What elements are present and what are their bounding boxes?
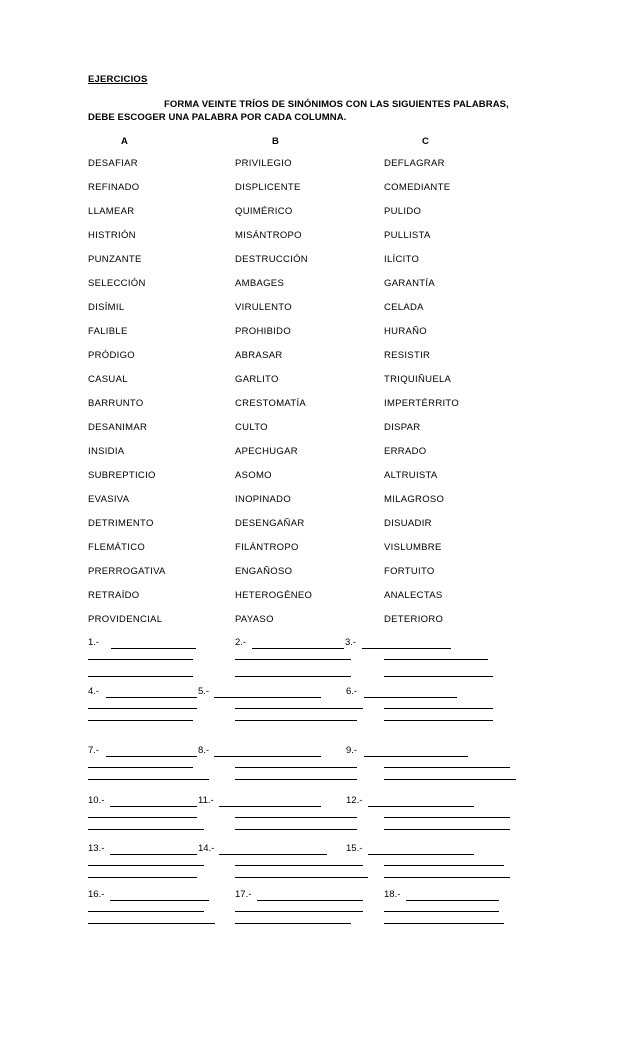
word-c-9: RESISTIR	[384, 350, 431, 361]
word-a-11: BARRUNTO	[88, 398, 144, 409]
answer-blank-8[interactable]	[214, 756, 321, 757]
word-b-18: ENGAÑOSO	[235, 566, 293, 577]
word-a-8: FALIBLE	[88, 326, 128, 337]
answer-line-29[interactable]	[235, 877, 368, 878]
answer-blank-18[interactable]	[406, 900, 499, 901]
word-a-7: DISÍMIL	[88, 302, 125, 313]
word-b-17: FILÁNTROPO	[235, 542, 299, 553]
answer-line-23[interactable]	[235, 829, 357, 830]
answer-blank-2[interactable]	[252, 648, 344, 649]
answer-blank-11[interactable]	[219, 806, 321, 807]
answer-line-4[interactable]	[88, 676, 193, 677]
word-a-17: FLEMÁTICO	[88, 542, 146, 553]
answer-line-2[interactable]	[235, 659, 351, 660]
answer-line-8[interactable]	[235, 708, 363, 709]
word-a-1: DESAFIAR	[88, 158, 138, 169]
answer-label-13: 13.-	[88, 843, 105, 854]
instruction-line-1: FORMA VEINTE TRÍOS DE SINÓNIMOS CON LAS SIGUIENTES PALABRAS,	[164, 99, 509, 110]
answer-line-32[interactable]	[235, 911, 363, 912]
word-c-16: DISUADIR	[384, 518, 432, 529]
answer-line-11[interactable]	[235, 720, 357, 721]
answer-label-10: 10.-	[88, 795, 105, 806]
word-a-20: PROVIDENCIAL	[88, 614, 163, 625]
answer-label-1: 1.-	[88, 637, 100, 648]
answer-label-7: 7.-	[88, 745, 100, 756]
answer-line-9[interactable]	[384, 708, 493, 709]
word-b-3: QUIMÉRICO	[235, 206, 293, 217]
word-b-19: HETEROGÉNEO	[235, 590, 313, 601]
instruction-line-2: DEBE ESCOGER UNA PALABRA POR CADA COLUMNA.	[88, 112, 347, 123]
word-b-12: CULTO	[235, 422, 268, 433]
word-c-19: ANALECTAS	[384, 590, 443, 601]
answer-line-16[interactable]	[88, 779, 209, 780]
word-c-5: ILÍCITO	[384, 254, 420, 265]
word-a-13: INSIDIA	[88, 446, 125, 457]
answer-line-31[interactable]	[88, 911, 204, 912]
answer-label-12: 12.-	[346, 795, 363, 806]
word-b-1: PRIVILEGIO	[235, 158, 292, 169]
answer-line-19[interactable]	[88, 817, 197, 818]
word-a-10: CASUAL	[88, 374, 128, 385]
column-header-b: B	[272, 136, 279, 147]
word-a-15: EVASIVA	[88, 494, 130, 505]
answer-line-5[interactable]	[235, 676, 351, 677]
answer-line-6[interactable]	[384, 676, 493, 677]
answer-blank-10[interactable]	[110, 806, 197, 807]
answer-label-9: 9.-	[346, 745, 358, 756]
answer-line-15[interactable]	[384, 767, 510, 768]
answer-label-2: 2.-	[235, 637, 247, 648]
word-b-14: ASOMO	[235, 470, 272, 481]
word-c-2: COMEDIANTE	[384, 182, 451, 193]
word-a-19: RETRAÍDO	[88, 590, 140, 601]
word-b-16: DESENGAÑAR	[235, 518, 305, 529]
answer-line-13[interactable]	[88, 767, 193, 768]
answer-label-11: 11.-	[198, 795, 214, 806]
answer-blank-13[interactable]	[110, 854, 197, 855]
answer-blank-7[interactable]	[106, 756, 197, 757]
answer-line-14[interactable]	[235, 767, 357, 768]
word-b-4: MISÁNTROPO	[235, 230, 302, 241]
answer-label-4: 4.-	[88, 686, 100, 697]
word-c-12: DISPAR	[384, 422, 421, 433]
word-a-5: PUNZANTE	[88, 254, 142, 265]
word-b-5: DESTRUCCIÓN	[235, 254, 308, 265]
answer-line-1[interactable]	[88, 659, 193, 660]
word-c-20: DETERIORO	[384, 614, 444, 625]
word-a-14: SUBREPTICIO	[88, 470, 156, 481]
answer-line-17[interactable]	[235, 779, 357, 780]
answer-blank-15[interactable]	[368, 854, 474, 855]
heading: EJERCICIOS	[88, 74, 148, 85]
answer-label-3: 3.-	[345, 637, 357, 648]
word-c-6: GARANTÍA	[384, 278, 435, 289]
answer-label-18: 18.-	[384, 889, 401, 900]
word-a-9: PRÓDIGO	[88, 350, 135, 361]
word-b-20: PAYASO	[235, 614, 274, 625]
word-b-9: ABRASAR	[235, 350, 283, 361]
word-c-17: VISLUMBRE	[384, 542, 442, 553]
answer-label-8: 8.-	[198, 745, 210, 756]
word-b-2: DISPLICENTE	[235, 182, 301, 193]
word-b-13: APECHUGAR	[235, 446, 298, 457]
word-a-4: HISTRIÓN	[88, 230, 136, 241]
word-c-18: FORTUITO	[384, 566, 435, 577]
word-c-3: PULIDO	[384, 206, 422, 217]
answer-line-25[interactable]	[88, 865, 204, 866]
word-a-3: LLAMEAR	[88, 206, 135, 217]
answer-line-28[interactable]	[88, 877, 197, 878]
word-b-15: INOPINADO	[235, 494, 292, 505]
word-a-12: DESANIMAR	[88, 422, 148, 433]
answer-line-36[interactable]	[384, 923, 504, 924]
answer-line-20[interactable]	[235, 817, 357, 818]
word-c-1: DEFLAGRAR	[384, 158, 445, 169]
word-c-13: ERRADO	[384, 446, 427, 457]
answer-label-14: 14.-	[198, 843, 215, 854]
answer-line-21[interactable]	[384, 817, 510, 818]
word-c-7: CELADA	[384, 302, 424, 313]
word-a-16: DETRIMENTO	[88, 518, 154, 529]
answer-blank-5[interactable]	[214, 697, 321, 698]
word-c-11: IMPERTÉRRITO	[384, 398, 460, 409]
answer-line-22[interactable]	[88, 829, 204, 830]
answer-line-35[interactable]	[235, 923, 351, 924]
answer-label-16: 16.-	[88, 889, 105, 900]
answer-label-5: 5.-	[198, 686, 210, 697]
answer-line-3[interactable]	[384, 659, 488, 660]
answer-line-27[interactable]	[384, 865, 504, 866]
answer-blank-6[interactable]	[364, 697, 457, 698]
answer-line-10[interactable]	[88, 720, 193, 721]
answer-label-17: 17.-	[235, 889, 252, 900]
column-header-c: C	[422, 136, 429, 147]
answer-blank-4[interactable]	[106, 697, 197, 698]
word-b-7: VIRULENTO	[235, 302, 292, 313]
word-c-4: PULLISTA	[384, 230, 431, 241]
answer-blank-1[interactable]	[111, 648, 196, 649]
word-c-8: HURAÑO	[384, 326, 427, 337]
answer-line-7[interactable]	[88, 708, 197, 709]
word-a-18: PRERROGATIVA	[88, 566, 166, 577]
answer-blank-9[interactable]	[364, 756, 468, 757]
answer-label-15: 15.-	[346, 843, 363, 854]
answer-line-24[interactable]	[384, 829, 510, 830]
word-a-2: REFINADO	[88, 182, 140, 193]
word-b-6: AMBAGES	[235, 278, 285, 289]
answer-blank-14[interactable]	[219, 854, 327, 855]
word-c-15: MILAGROSO	[384, 494, 445, 505]
word-b-10: GARLITO	[235, 374, 279, 385]
answer-blank-16[interactable]	[110, 900, 209, 901]
answer-line-12[interactable]	[384, 720, 493, 721]
answer-line-34[interactable]	[88, 923, 215, 924]
answer-line-33[interactable]	[384, 911, 499, 912]
answer-blank-12[interactable]	[368, 806, 474, 807]
answer-blank-3[interactable]	[362, 648, 451, 649]
word-a-6: SELECCIÓN	[88, 278, 146, 289]
word-b-11: CRESTOMATÍA	[235, 398, 307, 409]
word-c-14: ALTRUISTA	[384, 470, 438, 481]
answer-blank-17[interactable]	[257, 900, 363, 901]
answer-line-30[interactable]	[384, 877, 510, 878]
answer-label-6: 6.-	[346, 686, 358, 697]
word-c-10: TRIQUIÑUELA	[384, 374, 452, 385]
answer-line-26[interactable]	[235, 865, 363, 866]
answer-line-18[interactable]	[384, 779, 516, 780]
column-header-a: A	[121, 136, 128, 147]
word-b-8: PROHIBIDO	[235, 326, 292, 337]
